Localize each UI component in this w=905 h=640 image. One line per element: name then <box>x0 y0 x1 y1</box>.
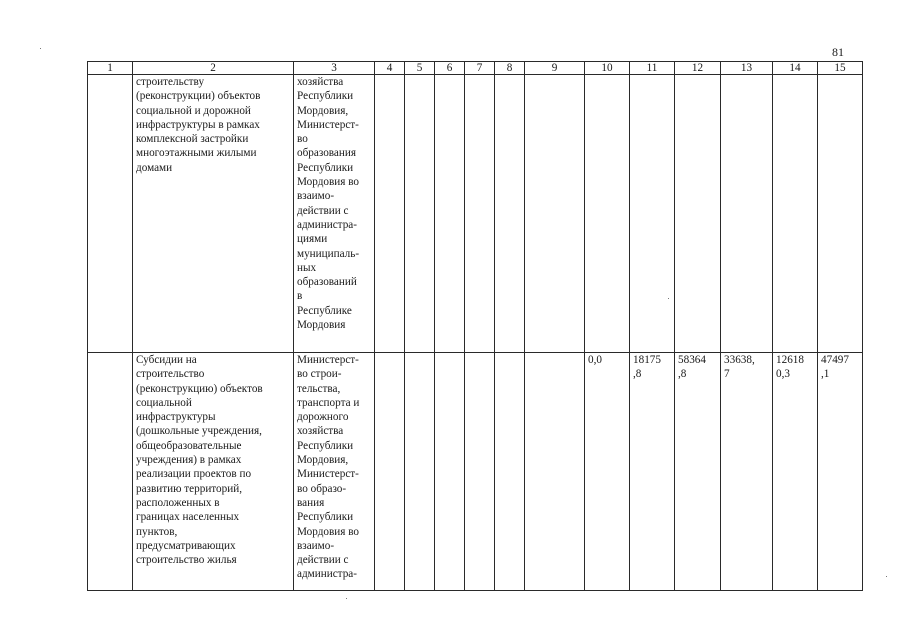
scan-speck <box>886 576 887 577</box>
header-cell: 3 <box>294 62 375 75</box>
table-cell <box>465 353 495 591</box>
value-cell: 18175 ,8 <box>630 353 675 591</box>
header-cell: 14 <box>773 62 818 75</box>
value-cell <box>818 75 863 353</box>
table-cell <box>465 75 495 353</box>
table-cell <box>495 353 525 591</box>
header-cell: 2 <box>133 62 294 75</box>
value-cell <box>585 75 630 353</box>
value-cell: 58364 ,8 <box>675 353 721 591</box>
header-row <box>88 62 863 75</box>
header-cell: 12 <box>675 62 721 75</box>
value-cell: 33638, 7 <box>721 353 773 591</box>
scan-speck <box>40 48 41 49</box>
value-cell: 47497 ,1 <box>818 353 863 591</box>
table-cell <box>375 75 405 353</box>
table-cell <box>405 353 435 591</box>
row-number-cell <box>88 353 133 591</box>
header-cell: 11 <box>630 62 675 75</box>
header-cell: 13 <box>721 62 773 75</box>
value-cell <box>721 75 773 353</box>
value-cell <box>773 75 818 353</box>
header-cell: 7 <box>465 62 495 75</box>
measure-name-cell: строительству (реконструкции) объектов социальной и дорожной инфраструктуры в рамках комплексной застройки многоэтажными жилыми домами <box>133 75 294 353</box>
value-cell <box>675 75 721 353</box>
row-number-cell <box>88 75 133 353</box>
table-row <box>88 353 863 591</box>
value-cell <box>630 75 675 353</box>
scan-speck <box>346 598 347 599</box>
header-cell: 5 <box>405 62 435 75</box>
scan-speck <box>668 298 669 299</box>
header-cell: 15 <box>818 62 863 75</box>
header-cell: 4 <box>375 62 405 75</box>
table-cell <box>495 75 525 353</box>
table-cell <box>525 353 585 591</box>
table-cell <box>375 353 405 591</box>
budget-table <box>87 61 863 591</box>
executor-cell: Министерст- во строи- тельства, транспорта и дорожного хозяйства Республики Мордовия, Министерст- во образо- вания Республики Мордовия во взаимо- действии с администра- <box>294 353 375 591</box>
table-row <box>88 75 863 353</box>
table-cell <box>525 75 585 353</box>
header-cell: 9 <box>525 62 585 75</box>
header-cell: 1 <box>88 62 133 75</box>
measure-name-cell: Субсидии на строительство (реконструкцию) объектов социальной инфраструктуры (дошкольные учреждения, общеобразовательные учреждения) в рамках реализации проектов по развитию территорий, расположенных в границах населенных пунктов, предусматривающих строительство жилья <box>133 353 294 591</box>
page-number: 81 <box>832 45 844 59</box>
header-cell: 6 <box>435 62 465 75</box>
value-cell: 12618 0,3 <box>773 353 818 591</box>
table-cell <box>435 75 465 353</box>
header-cell: 8 <box>495 62 525 75</box>
value-cell: 0,0 <box>585 353 630 591</box>
executor-cell: хозяйства Республики Мордовия, Министерст- во образования Республики Мордовия во взаимо- действии с администра- циями муниципаль- ных образований в Республике Мордовия <box>294 75 375 353</box>
table-cell <box>435 353 465 591</box>
table-cell <box>405 75 435 353</box>
header-cell: 10 <box>585 62 630 75</box>
